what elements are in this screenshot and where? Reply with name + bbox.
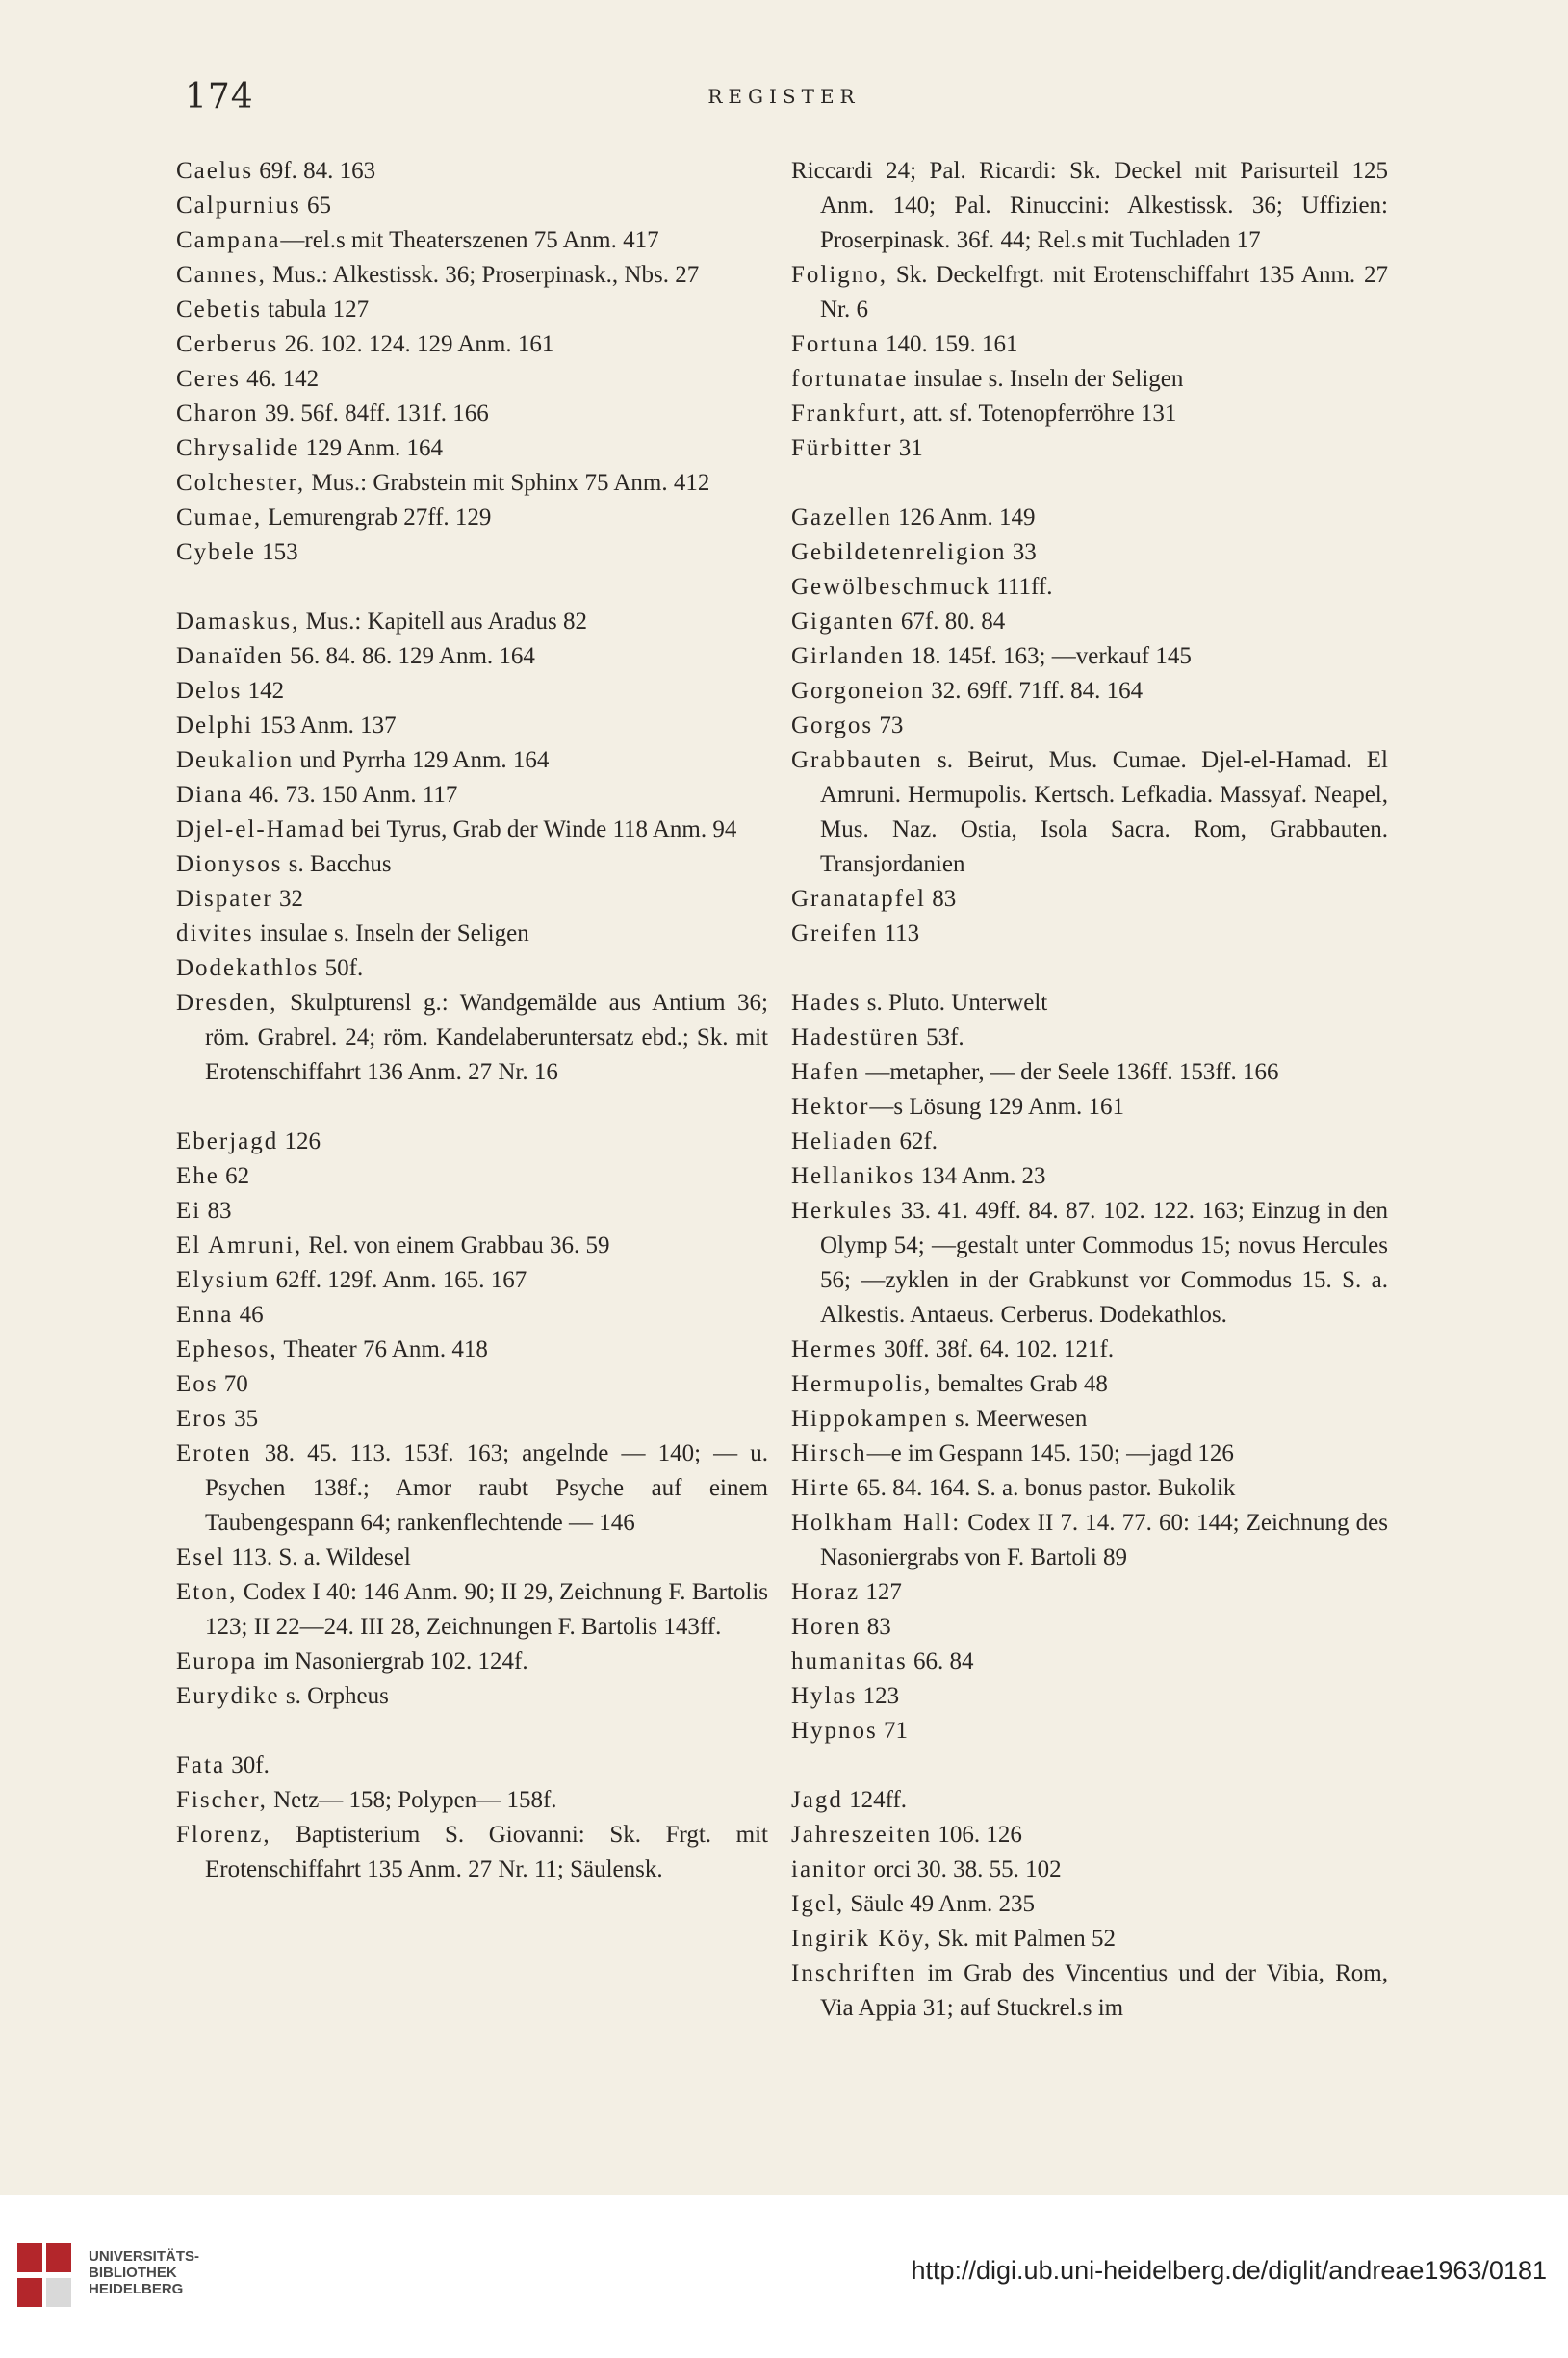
index-headword: Damaskus, [176,609,300,635]
index-entry [176,258,768,293]
index-entry [791,882,1388,917]
index-headword: Hellanikos [791,1163,915,1189]
index-references: 153 [255,539,298,565]
index-entry [791,431,1388,466]
index-headword: Chrysalide [176,435,300,461]
index-headword: Eton, [176,1579,238,1605]
index-headword: Danaïden [176,643,284,669]
index-headword: Hades [791,990,861,1016]
index-references: s. Beirut, Mus. Cumae. Djel-el-Hamad. El Amruni. Hermupolis. Kertsch. Lefkadia. Massyaf. Neapel, Mus. Naz. Ostia, Isola Sacra. Rom, Grabbauten. Transjordanien [820,747,1388,877]
index-entry [176,535,768,570]
index-references: 126 Anm. 149 [891,505,1036,531]
index-headword: Hadestüren [791,1024,920,1050]
index-headword: Dispater [176,886,273,912]
index-references: Riccardi 24; Pal. Ricardi: Sk. Deckel mit Parisurteil 125 Anm. 140; Pal. Rinuccini: Alkestissk. 36; Uffizien: Proserpinask. 36f. 44; Rel.s mit Tuchladen 17 [791,158,1388,253]
index-references: 35 [227,1406,259,1432]
index-headword: Gorgoneion [791,678,925,704]
index-entry [176,605,768,639]
index-headword: Gorgos [791,713,874,738]
index-references: 73 [873,713,904,738]
index-entry [176,813,768,847]
index-headword: Dodekathlos [176,955,320,981]
index-headword: Cerberus [176,331,279,357]
index-headword: Eberjagd [176,1128,279,1154]
index-references: 32 [272,886,303,912]
index-references: 46. 142 [240,366,320,392]
index-entry [176,951,768,986]
index-headword: Hafen [791,1059,861,1085]
section-gap [176,1714,768,1749]
index-entry [176,1541,768,1575]
index-entry [176,327,768,362]
index-references: Sk. mit Palmen 52 [931,1926,1116,1952]
index-headword: fortunatae [791,366,909,392]
index-headword: Girlanden [791,643,905,669]
index-headword: ianitor [791,1856,868,1882]
index-headword: Europa [176,1648,258,1674]
source-url-link[interactable]: http://digi.ub.uni-heidelberg.de/diglit/andreae1963/0181 [911,2256,1547,2285]
index-entry [791,1853,1388,1887]
index-entry [791,258,1388,327]
index-headword: Hirsch [791,1440,867,1466]
index-entry [791,570,1388,605]
index-references: 123 [857,1683,900,1709]
index-entry [791,1679,1388,1714]
section-gap [791,1749,1388,1783]
index-headword: Eros [176,1406,228,1432]
index-headword: Campana [176,227,281,253]
index-entry [791,1125,1388,1159]
index-references: —metapher, — der Seele 136ff. 153ff. 166 [860,1059,1279,1085]
index-headword: humanitas [791,1648,908,1674]
index-references: Mus.: Kapitell aus Aradus 82 [299,609,587,635]
index-entry [176,1333,768,1367]
index-references: 67f. 80. 84 [894,609,1006,635]
index-entry [791,1090,1388,1125]
index-references: 31 [892,435,923,461]
index-entry [176,639,768,674]
index-entry [176,882,768,917]
index-headword: Foligno, [791,262,888,288]
index-headword: Cumae, [176,505,263,531]
index-references: s. Bacchus [282,851,392,877]
index-entry [176,1194,768,1229]
index-entry [791,1575,1388,1610]
index-headword: Enna [176,1302,234,1328]
index-headword: Cannes, [176,262,267,288]
index-entry [791,1471,1388,1506]
index-entry [791,1021,1388,1055]
index-references: Sk. Deckelfrgt. mit Erotenschiffahrt 135 Anm. 27 Nr. 6 [820,262,1388,323]
index-entry [176,1367,768,1402]
index-entry [791,1333,1388,1367]
index-headword: Eurydike [176,1683,280,1709]
index-references: 50f. [319,955,364,981]
index-headword: Horen [791,1614,861,1640]
index-headword: Hektor [791,1094,870,1120]
index-entry [791,1922,1388,1956]
index-references: Netz— 158; Polypen— 158f. [267,1787,557,1813]
index-entry [176,1679,768,1714]
index-references: 38. 45. 113. 153f. 163; angelnde — 140; — u. Psychen 138f.; Amor raubt Psyche auf einem Taubengespann 64; rankenflechtende — 146 [205,1440,768,1536]
index-references: 69f. 84. 163 [253,158,376,184]
index-headword: Delos [176,678,243,704]
index-headword: Hippokampen [791,1406,949,1432]
index-headword: Ephesos, [176,1336,278,1362]
index-references: s. Meerwesen [948,1406,1088,1432]
index-headword: Ceres [176,366,241,392]
page-number: 174 [185,77,254,117]
index-headword: Florenz, [176,1822,271,1848]
index-headword: Colchester, [176,470,306,496]
index-references: insulae s. Inseln der Seligen [253,920,529,946]
index-headword: Delphi [176,713,254,738]
index-references: im Grab des Vincentius und der Vibia, Rom, Via Appia 31; auf Stuckrel.s im [820,1960,1388,2021]
index-entry [176,501,768,535]
index-entry [176,1263,768,1298]
index-entry [791,986,1388,1021]
index-references: s. Pluto. Unterwelt [861,990,1048,1016]
index-headword: Charon [176,401,259,427]
index-headword: Hermes [791,1336,878,1362]
index-entry [176,674,768,709]
index-headword: Calpurnius [176,193,301,219]
index-references: 46 [233,1302,264,1328]
index-headword: Dresden, [176,990,278,1016]
index-entry [176,1298,768,1333]
index-references: 83 [201,1198,232,1224]
index-references: 62ff. 129f. Anm. 165. 167 [270,1267,527,1293]
index-entry [791,1437,1388,1471]
index-entry [176,1818,768,1887]
index-entry [176,431,768,466]
index-entry [791,1402,1388,1437]
index-references: —rel.s mit Theaterszenen 75 Anm. 417 [280,227,659,253]
index-headword: Caelus [176,158,254,184]
index-entry [791,917,1388,951]
index-references: im Nasoniergrab 102. 124f. [257,1648,528,1674]
library-name: UNIVERSITÄTS- BIBLIOTHEK HEIDELBERG [89,2248,200,2297]
section-gap [176,570,768,605]
index-entry [176,847,768,882]
index-headword: Cybele [176,539,256,565]
index-references: 18. 145f. 163; —verkauf 145 [904,643,1192,669]
index-references: 65 [300,193,331,219]
index-entry [791,709,1388,743]
index-entry [791,1159,1388,1194]
running-head: REGISTER [707,85,861,108]
index-headword: Horaz [791,1579,861,1605]
index-headword: Jagd [791,1787,843,1813]
index-entry [176,1575,768,1645]
index-entry [791,501,1388,535]
index-entry [791,1194,1388,1333]
index-headword: Eroten [176,1440,252,1466]
index-references: 62f. [893,1128,938,1154]
index-entry [176,986,768,1090]
index-entry [791,1506,1388,1575]
index-references: orci 30. 38. 55. 102 [867,1856,1062,1882]
index-references: 126 [278,1128,321,1154]
index-references: 30f. [225,1752,270,1778]
index-entry [176,1437,768,1541]
index-references: 111ff. [990,574,1053,600]
index-references: 66. 84 [907,1648,974,1674]
index-headword: Fata [176,1752,226,1778]
index-headword: Eos [176,1371,218,1397]
index-entry [176,1783,768,1818]
index-references: 113. S. a. Wildesel [225,1544,411,1570]
index-entry [791,1887,1388,1922]
index-entry [791,1714,1388,1749]
section-gap [176,1090,768,1125]
index-references: 129 Anm. 164 [299,435,443,461]
index-references: 142 [242,678,285,704]
index-headword: Hermupolis, [791,1371,933,1397]
index-headword: Heliaden [791,1128,894,1154]
index-references: 83 [861,1614,891,1640]
index-entry [176,1125,768,1159]
index-references: und Pyrrha 129 Anm. 164 [294,747,550,773]
index-entry [176,189,768,223]
index-references: 127 [860,1579,902,1605]
index-entry [176,293,768,327]
index-headword: Hylas [791,1683,858,1709]
index-headword: Grabbauten [791,747,923,773]
index-column-left [176,154,768,1887]
index-headword: Gebildetenreligion [791,539,1007,565]
index-headword: Gewölbeschmuck [791,574,991,600]
section-gap [791,466,1388,501]
index-headword: El Amruni, [176,1232,303,1258]
index-entry [791,674,1388,709]
index-references: bemaltes Grab 48 [932,1371,1108,1397]
index-headword: Inschriften [791,1960,917,1986]
index-headword: Dionysos [176,851,283,877]
index-entry [176,397,768,431]
index-entry [791,327,1388,362]
index-headword: Fischer, [176,1787,268,1813]
index-references: 106. 126 [932,1822,1022,1848]
index-headword: Hypnos [791,1718,878,1744]
index-entry [176,709,768,743]
index-references: att. sf. Totenopferröhre 131 [907,401,1177,427]
index-entry [176,466,768,501]
section-gap [791,951,1388,986]
index-entry [176,1229,768,1263]
index-entry [791,743,1388,882]
index-headword: Esel [176,1544,226,1570]
index-headword: Giganten [791,609,895,635]
index-headword: Fürbitter [791,435,893,461]
index-references: 62 [218,1163,250,1189]
index-references: Rel. von einem Grabbau 36. 59 [302,1232,610,1258]
index-references: —e im Gespann 145. 150; —jagd 126 [866,1440,1234,1466]
index-references: Mus.: Alkestissk. 36; Proserpinask., Nbs. 27 [266,262,700,288]
index-references: Lemurengrab 27ff. 129 [262,505,492,531]
index-references: 56. 84. 86. 129 Anm. 164 [283,643,535,669]
index-headword: Ehe [176,1163,219,1189]
index-references: 153 Anm. 137 [253,713,397,738]
index-headword: Deukalion [176,747,295,773]
index-entry [791,1645,1388,1679]
index-references: 46. 73. 150 Anm. 117 [243,782,458,808]
index-references: 124ff. [842,1787,908,1813]
index-entry [176,362,768,397]
index-headword: Ingirik Köy, [791,1926,932,1952]
index-entry [791,1055,1388,1090]
index-headword: Igel, [791,1891,845,1917]
index-entry [791,1818,1388,1853]
index-references: Codex I 40: 146 Anm. 90; II 29, Zeichnung F. Bartolis 123; II 22—24. III 28, Zeichnungen F. Bartolis 143ff. [205,1579,768,1640]
index-references: Mus.: Grabstein mit Sphinx 75 Anm. 412 [305,470,710,496]
index-references: 32. 69ff. 71ff. 84. 164 [924,678,1144,704]
index-entry [791,535,1388,570]
index-entry [176,917,768,951]
index-references: Säule 49 Anm. 235 [844,1891,1036,1917]
index-references: 53f. [919,1024,964,1050]
index-entry [176,1645,768,1679]
index-entry [176,223,768,258]
index-references: 140. 159. 161 [879,331,1018,357]
index-references: 65. 84. 164. S. a. bonus pastor. Bukolik [850,1475,1236,1501]
index-headword: Herkules [791,1198,894,1224]
index-entry [791,362,1388,397]
index-headword: Djel-el-Hamad [176,816,346,842]
index-entry [791,639,1388,674]
index-references: 134 Anm. 23 [914,1163,1046,1189]
index-entry [176,743,768,778]
index-references: 30ff. 38f. 64. 102. 121f. [877,1336,1115,1362]
index-references: tabula 127 [262,297,370,323]
footer-bar [0,2195,1568,2358]
index-references: 33. 41. 49ff. 84. 87. 102. 122. 163; Einzug in den Olymp 54; —gestalt unter Commodus 15; novus Hercules 56; —zyklen in der Grabkunst vor Commodus 15. S. a. Alkestis. Antaeus. Cerberus. Dodekathlos. [820,1198,1388,1328]
index-references: s. Orpheus [279,1683,389,1709]
library-logo-icon [17,2243,75,2309]
index-entry [176,1749,768,1783]
index-references: 26. 102. 124. 129 Anm. 161 [278,331,554,357]
index-headword: Ei [176,1198,202,1224]
index-references: 113 [878,920,920,946]
index-headword: Elysium [176,1267,270,1293]
index-references: Baptisterium S. Giovanni: Sk. Frgt. mit Erotenschiffahrt 135 Anm. 27 Nr. 11; Säulensk. [205,1822,768,1882]
index-headword: Jahreszeiten [791,1822,933,1848]
index-headword: Hirte [791,1475,851,1501]
index-entry [791,1956,1388,2026]
index-headword: Granatapfel [791,886,926,912]
index-entry [176,778,768,813]
index-entry [791,154,1388,258]
index-references: 71 [877,1718,909,1744]
index-references: 39. 56f. 84ff. 131f. 166 [258,401,489,427]
index-headword: Cebetis [176,297,262,323]
index-entry [791,1367,1388,1402]
index-references: 33 [1006,539,1037,565]
index-headword: divites [176,920,254,946]
index-headword: Frankfurt, [791,401,908,427]
index-entry [791,1783,1388,1818]
index-references: bei Tyrus, Grab der Winde 118 Anm. 94 [345,816,737,842]
index-entry [791,397,1388,431]
index-references: 70 [218,1371,248,1397]
index-entry [176,1159,768,1194]
index-entry [791,605,1388,639]
index-headword: Greifen [791,920,879,946]
index-references: Theater 76 Anm. 418 [277,1336,488,1362]
index-headword: Holkham Hall: [791,1510,962,1536]
index-headword: Gazellen [791,505,892,531]
index-references: Codex II 7. 14. 77. 60: 144; Zeichnung des Nasoniergrabs von F. Bartoli 89 [820,1510,1388,1570]
index-entry [176,154,768,189]
index-references: insulae s. Inseln der Seligen [908,366,1184,392]
index-references: Skulpturensl g.: Wandgemälde aus Antium 36; röm. Grabrel. 24; röm. Kandelaberuntersatz ebd.; Sk. mit Erotenschiffahrt 136 Anm. 27 Nr. 16 [205,990,768,1085]
index-references: 83 [925,886,957,912]
index-headword: Diana [176,782,244,808]
index-entry [791,1610,1388,1645]
index-entry [176,1402,768,1437]
index-references: —s Lösung 129 Anm. 161 [869,1094,1125,1120]
index-column-right [791,154,1388,2026]
index-headword: Fortuna [791,331,880,357]
